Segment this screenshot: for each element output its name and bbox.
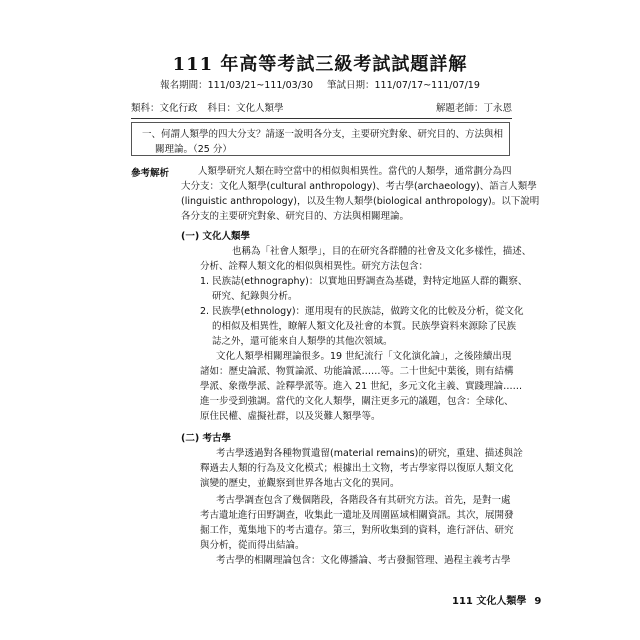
page-title: 111 年高等考試三級考試試題詳解 <box>172 54 468 75</box>
body-line: 進一步受到強調。當代的文化人類學，關注更多元的議題，包含：全球化、 <box>200 396 514 407</box>
body-line: 誌之外，還可能來自人類學的其他次領域。 <box>212 336 393 347</box>
body-line: 演變的歷史，並觀察到世界各地古文化的異同。 <box>200 478 400 489</box>
body-line: 考古遺址進行田野調查，收集此一遺址及周圍區域相關資訊。其次，展開發 <box>200 510 514 521</box>
body-line: 與分析，從而得出結論。 <box>200 540 305 551</box>
body-line: 諸如：歷史論派、物質論派、功能論派……等。二十世紀中葉後，則有結構 <box>200 366 514 377</box>
body-line: 研究、紀錄與分析。 <box>212 291 298 302</box>
category-label: 類科：文化行政 <box>131 103 198 114</box>
exam-meta <box>131 100 512 119</box>
body-line: 的相似及相異性，瞭解人類文化及社會的本質。民族學資料來源除了民族 <box>212 321 517 332</box>
body-line: 各分支的主要研究對象、研究目的、方法與相關理論。 <box>181 211 410 222</box>
body-line: 原住民權、虛擬社群，以及災難人類學等。 <box>200 411 381 422</box>
reference-answer-label: 參考解析 <box>131 168 170 179</box>
teacher-label: 解題老師：丁永恩 <box>435 103 512 114</box>
body-line: (linguistic anthropology)，以及生物人類學(biological anthropology)。以下說明 <box>181 196 540 207</box>
body-line: 釋過去人類的行為及文化模式；根據出土文物，考古學家得以復原人類文化 <box>200 463 514 474</box>
body-line: 學派、象徵學派、詮釋學派等。進入 21 世紀，多元文化主義、實踐理論…… <box>200 381 523 392</box>
body-line: 人類學研究人類在時空當中的相似與相異性。當代的人類學，通常劃分為四 <box>198 166 512 177</box>
footer-label: 111 文化人類學 <box>452 596 527 607</box>
page-footer <box>452 592 541 607</box>
subject-label: 科目：文化人類學 <box>207 103 284 114</box>
body-line: 考古學透過對各種物質遺留(material remains)的研究，重建、描述與詮 <box>216 448 523 459</box>
body-line: 分析、詮釋人類文化的相似與相異性。研究方法包含： <box>200 261 429 272</box>
question-box <box>131 122 510 156</box>
section-heading-archaeology: (二) 考古學 <box>181 433 231 444</box>
list-item: 2. 民族學(ethnology)：運用現有的民族誌，做跨文化的比較及分析，從文化 <box>200 306 524 317</box>
body-line: 掘工作，蒐集地下的考古遺存。第三，對所收集到的資料，進行評估、研究 <box>200 525 514 536</box>
body-line: 大分支：文化人類學(cultural anthropology)、考古學(archaeology)、語言人類學 <box>181 181 537 192</box>
body-line: 也稱為「社會人類學」，目的在研究各群體的社會及文化多樣性，描述、 <box>232 246 532 257</box>
body-line: 文化人類學相關理論很多。19 世紀流行「文化演化論」，之後陸續出現 <box>216 351 512 362</box>
exam-date: 筆試日期：111/07/17~111/07/19 <box>327 80 480 91</box>
body-line: 考古學的相關理論包含：文化傳播論、考古發掘管理、過程主義考古學 <box>216 555 511 566</box>
list-item: 1. 民族誌(ethnography)：以實地田野調查為基礎，對特定地區人群的觀察、 <box>200 276 528 287</box>
section-heading-cultural: (一) 文化人類學 <box>181 231 250 242</box>
question-line: 關理論。（25 分） <box>155 144 232 155</box>
page-number: 9 <box>534 596 542 607</box>
registration-period: 報名期間：111/03/21~111/03/30 <box>160 80 313 91</box>
body-line: 考古學調查包含了幾個階段，各階段各有其研究方法。首先，是對一處 <box>216 495 511 506</box>
question-line: 一、何謂人類學的四大分支？請逐一說明各分支，主要研究對象、研究目的、方法與相 <box>142 129 504 140</box>
exam-dates <box>0 77 640 91</box>
